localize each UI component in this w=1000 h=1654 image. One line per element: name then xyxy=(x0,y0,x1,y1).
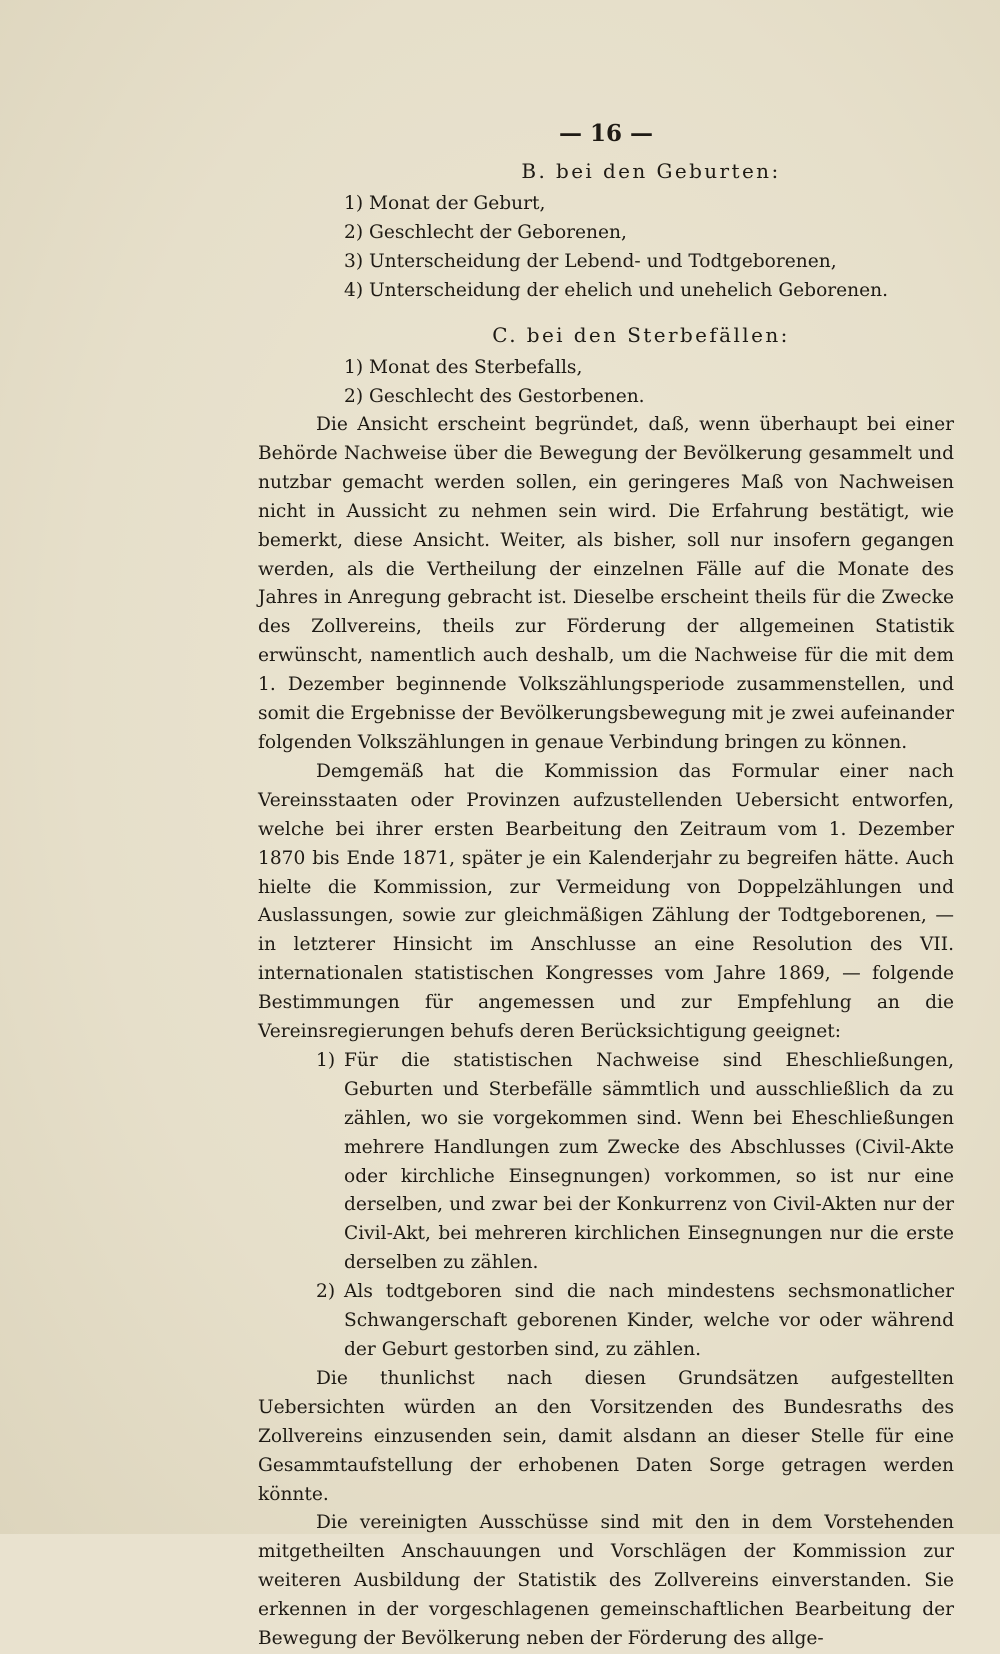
paragraph-text: Demgemäß hat die Kommission das Formular einer nach Vereinsstaaten oder Provinzen aufzustellenden Uebersicht entworfen, welche bei ihrer ersten Bearbeitung den Zeitraum vom 1. Dezember 1870 bis Ende 1871, später je ein Kalenderjahr zu begreifen hätte. Auch hielte die Kommission, zur Vermeidung von Doppelzählungen und Auslassungen, sowie zur gleichmäßigen Zählung der Todtgeborenen, — in letzterer Hinsicht im Anschlusse an eine Resolution des VII. internationalen statistischen Kongresses vom Jahre 1869, — folgende Bestimmungen für angemessen und zur Empfehlung an die Vereinsregierungen behufs deren Berücksichtigung geeignet: xyxy=(258,760,954,1043)
page-number: — 16 — xyxy=(558,120,654,147)
section-heading-deaths: C. bei den Sterbefällen: xyxy=(492,323,790,347)
list-item: 1) Monat der Geburt, xyxy=(344,193,546,214)
section-heading-births: B. bei den Geburten: xyxy=(521,159,781,183)
rule-number: 1) xyxy=(316,1049,336,1071)
list-item: 3) Unterscheidung der Lebend- und Todtgeborenen, xyxy=(344,251,837,272)
paragraph-text: Die vereinigten Ausschüsse sind mit den in dem Vorstehenden mitgetheilten Anschauungen und Vorschlägen der Kommission zur weiteren Ausbildung der Statistik des Zollvereins einverstanden. Sie erkennen in der vorgeschlagenen gemeinschaftlichen Bearbeitung der Bewegung der Bevölkerung neben der Förderung des allge- xyxy=(258,1512,954,1650)
list-item: 2) Geschlecht der Geborenen, xyxy=(344,222,627,243)
list-item: 2) Geschlecht des Gestorbenen. xyxy=(344,386,645,407)
text-column xyxy=(258,120,954,1654)
paragraph xyxy=(258,411,954,758)
births-list xyxy=(258,189,954,305)
rule-item xyxy=(258,1047,954,1278)
rule-number: 2) xyxy=(316,1281,336,1303)
rule-text: Für die statistischen Nachweise sind Eheschließungen, Geburten und Sterbefälle sämmtlich und ausschließlich da zu zählen, wo sie vorgekommen sind. Wenn bei Eheschließungen mehrere Handlungen zum Zwecke des Abschlusses (Civil-Akte oder kirchliche Einsegnungen) vorkommen, so ist nur eine derselben, und zwar bei der Konkurrenz von Civil-Akten nur der Civil-Akt, bei mehreren kirchlichen Einsegnungen nur die erste derselben zu zählen. xyxy=(344,1049,954,1274)
paragraph xyxy=(258,1509,954,1654)
paragraph xyxy=(258,1365,954,1510)
paragraph-text: Die Ansicht erscheint begründet, daß, wenn überhaupt bei einer Behörde Nachweise über die Bewegung der Bevölkerung gesammelt und nutzbar gemacht werden sollen, ein geringeres Maß von Nachweisen nicht in Aussicht zu nehmen sein wird. Die Erfahrung bestätigt, wie bemerkt, diese Ansicht. Weiter, als bisher, soll nur insofern gegangen werden, als die Vertheilung der einzelnen Fälle auf die Monate des Jahres in Anregung gebracht ist. Dieselbe erscheint theils für die Zwecke des Zollvereins, theils zur Förderung der allgemeinen Statistik erwünscht, namentlich auch deshalb, um die Nachweise für die mit dem 1. Dezember beginnende Volkszählungsperiode zusammenstellen, und somit die Ergebnisse der Bevölkerungsbewegung mit je zwei aufeinander folgenden Volkszählungen in genaue Verbindung bringen zu können. xyxy=(258,414,954,753)
paragraph xyxy=(258,758,954,1047)
paragraph-text: Die thunlichst nach diesen Grundsätzen aufgestellten Uebersichten würden an den Vorsitzenden des Bundesraths des Zollvereins einzusenden sein, damit alsdann an dieser Stelle für eine Gesammtaufstellung der erhobenen Daten Sorge getragen werden könnte. xyxy=(258,1367,954,1505)
rule-item xyxy=(258,1278,954,1365)
deaths-list xyxy=(258,353,954,411)
list-item: 4) Unterscheidung der ehelich und unehelich Geborenen. xyxy=(344,280,889,301)
list-item: 1) Monat des Sterbefalls, xyxy=(344,357,583,378)
rule-text: Als todtgeboren sind die nach mindestens sechsmonatlicher Schwangerschaft geborenen Kinder, welche vor oder während der Geburt gestorben sind, zu zählen. xyxy=(344,1281,954,1360)
